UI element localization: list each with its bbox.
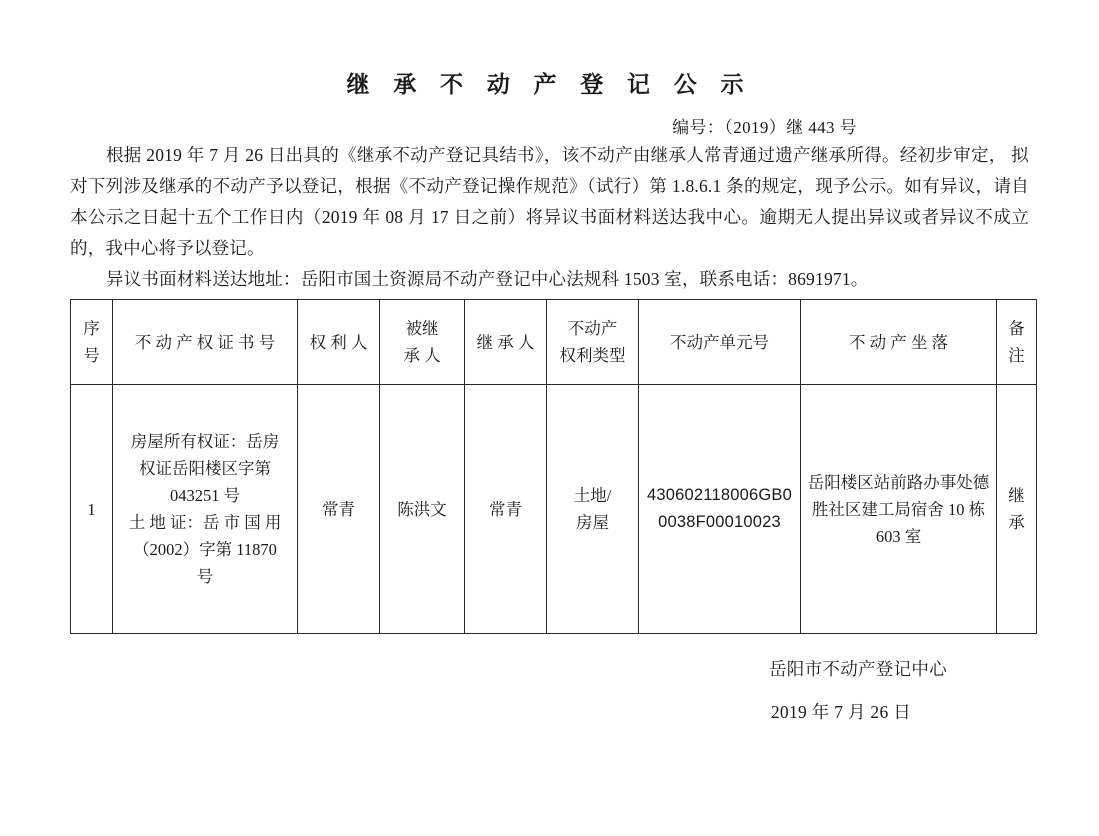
header-location: 不 动 产 坐 落 xyxy=(801,300,997,385)
cell-right-type xyxy=(547,385,639,634)
cert-line-1: 房屋所有权证：岳房 xyxy=(130,432,280,451)
document-page xyxy=(0,66,1099,836)
registration-table xyxy=(70,299,1037,634)
header-right-type-line1: 不动产 xyxy=(567,319,618,338)
table-row xyxy=(71,385,1037,634)
cell-note xyxy=(997,385,1037,634)
cell-owner: 常青 xyxy=(298,385,380,634)
header-note xyxy=(997,300,1037,385)
right-type-line1: 土地/ xyxy=(573,486,612,505)
unit-line2: 0038F00010023 xyxy=(658,513,781,531)
header-seq xyxy=(71,300,113,385)
note-line1: 继 xyxy=(1008,486,1025,505)
note-line2: 承 xyxy=(1008,513,1025,532)
header-certificate: 不 动 产 权 证 书 号 xyxy=(113,300,298,385)
cell-seq: 1 xyxy=(71,385,113,634)
header-right-type xyxy=(547,300,639,385)
body-paragraph-1: 根据 2019 年 7 月 26 日出具的《继承不动产登记具结书》，该不动产由继承人常青通过遗产继承所得。经初步审定， 拟对下列涉及继承的不动产予以登记，根据《不动产登记操作规范》（试行）第 1.8.6.1 条的规定，现予公示。如有异议，请自本公示之日起十五个工作日内（2019 年 08 月 17 日之前）将异议书面材料送达我中心。逾期无人提出异议或者异议不成立的，我中心将予以登记。 xyxy=(70,145,1029,258)
cert-line-4: 土 地 证：岳 市 国 用 xyxy=(128,513,282,532)
header-heir: 继 承 人 xyxy=(465,300,547,385)
delivery-address-line: 异议书面材料送达地址：岳阳市国土资源局不动产登记中心法规科 1503 室，联系电话：8691971。 xyxy=(106,269,869,289)
header-seq-line1: 序 xyxy=(83,319,100,338)
issuer-signature: 岳阳市不动产登记中心 xyxy=(769,659,947,679)
cert-line-2: 权证岳阳楼区字第 xyxy=(139,459,271,478)
unit-line1: 430602118006GB0 xyxy=(647,486,792,504)
cell-decedent: 陈洪文 xyxy=(380,385,465,634)
cell-unit-number xyxy=(639,385,801,634)
location-line3: 603 室 xyxy=(875,526,922,546)
header-note-line2: 注 xyxy=(1008,346,1025,365)
header-decedent-line2: 承 人 xyxy=(403,346,441,365)
header-decedent xyxy=(380,300,465,385)
header-note-line1: 备 xyxy=(1008,319,1025,338)
header-seq-line2: 号 xyxy=(83,346,100,365)
right-type-line2: 房屋 xyxy=(576,513,609,532)
header-unit-number: 不动产单元号 xyxy=(639,300,801,385)
header-decedent-line1: 被继 xyxy=(405,319,439,338)
document-number: 编号：（2019）继 443 号 xyxy=(672,118,857,137)
body-paragraph-block xyxy=(70,140,1029,264)
cell-heir: 常青 xyxy=(465,385,547,634)
header-right-type-line2: 权利类型 xyxy=(559,346,626,365)
page-title: 继 承 不 动 产 登 记 公 示 xyxy=(346,72,753,97)
header-owner: 权 利 人 xyxy=(298,300,380,385)
location-line1: 岳阳楼区站前路办事处德 xyxy=(807,472,990,492)
location-line2: 胜社区建工局宿舍 10 栋 xyxy=(811,499,986,519)
cell-certificate xyxy=(113,385,298,634)
table-header-row xyxy=(71,300,1037,385)
issue-date: 2019 年 7 月 26 日 xyxy=(770,702,911,722)
cert-line-3: 043251 号 xyxy=(169,486,241,505)
cell-location xyxy=(801,385,997,634)
cert-line-5: （2002）字第 11870 xyxy=(133,540,277,559)
cert-line-6: 号 xyxy=(196,567,214,586)
